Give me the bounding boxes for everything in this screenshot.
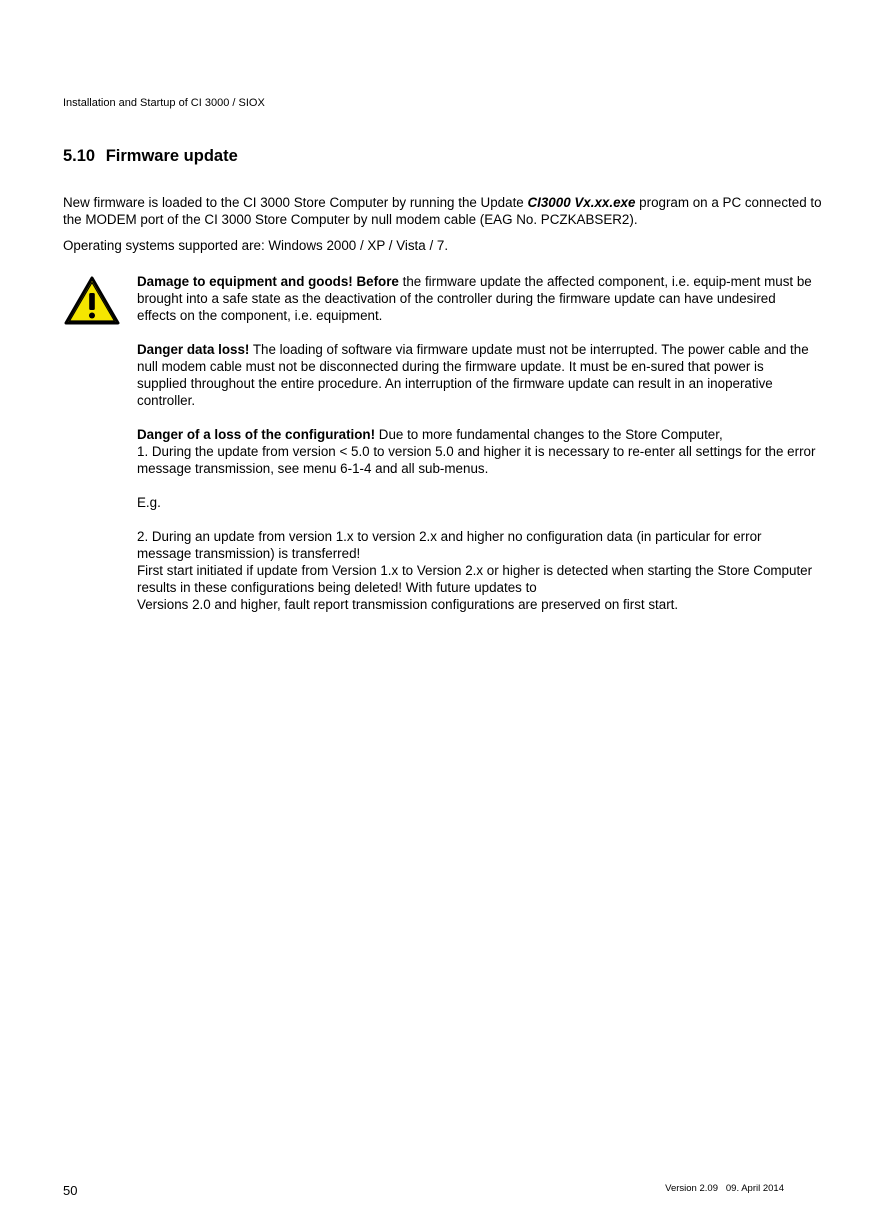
warning-data-loss (137, 341, 817, 409)
item-2-line-2: First start initiated if update from Version 1.x to Version 2.x or higher is detected when starting the Store Computer results in these configurations being deleted! With future updates to (137, 563, 813, 595)
warning-equipment (137, 273, 817, 324)
intro-text (63, 194, 823, 263)
page-number: 50 (63, 1183, 78, 1198)
version-date: Version 2.09 09. April 2014 (665, 1183, 784, 1194)
warning-config-title: Danger of a loss of the configuration! (137, 427, 376, 442)
item-2-line-3: Versions 2.0 and higher, fault report transmission configurations are preserved on first start. (137, 597, 679, 612)
section-heading (63, 147, 238, 166)
warning-data-loss-text: The loading of software via firmware update must not be interrupted. The power cable and the null modem cable must not be disconnected during the firmware update. It must be en-sured that power is supplied throughout the entire procedure. An interruption of the firmware update can result in an inoperative controller. (137, 342, 809, 408)
section-title: Firmware update (105, 147, 238, 165)
warning-notes (137, 273, 817, 630)
item-2-line-1: 2. During an update from version 1.x to version 2.x and higher no configuration data (in particular for error message transmission) is transferred! (137, 529, 762, 561)
intro-p1-text-end: program on a PC connected to the MODEM port of the CI 3000 Store Computer by null modem cable (EAG No. PCZKABSER2). (63, 195, 822, 227)
running-header: Installation and Startup of CI 3000 / SIOX (63, 97, 265, 109)
warning-config-item-1: 1. During the update from version < 5.0 to version 5.0 and higher it is necessary to re-enter all settings for the error message transmission, see menu 6-1-4 and all sub-menus. (137, 444, 816, 476)
example-label: E.g. (137, 495, 161, 510)
warning-equipment-title: Damage to equipment and goods! Before (137, 274, 399, 289)
warning-config-text: Due to more fundamental changes to the Store Computer, (375, 427, 723, 442)
intro-p1-text: New firmware is loaded to the CI 3000 Store Computer by running the Update (63, 195, 528, 210)
intro-paragraph-1 (63, 194, 823, 228)
program-name: CI3000 Vx.xx.exe (527, 195, 636, 210)
section-number: 5.10 (63, 147, 96, 165)
warning-config-item-2 (137, 528, 817, 613)
warning-triangle-icon (64, 276, 120, 326)
warning-data-loss-title: Danger data loss! (137, 342, 250, 357)
intro-paragraph-2: Operating systems supported are: Windows 2000 / XP / Vista / 7. (63, 238, 449, 253)
warning-equipment-text: the firmware update the affected component, i.e. equip-ment must be brought into a safe state as the deactivation of the controller during the firmware update can have undesired effects on the component, i.e. equipment. (137, 274, 812, 323)
warning-config-loss (137, 426, 817, 477)
